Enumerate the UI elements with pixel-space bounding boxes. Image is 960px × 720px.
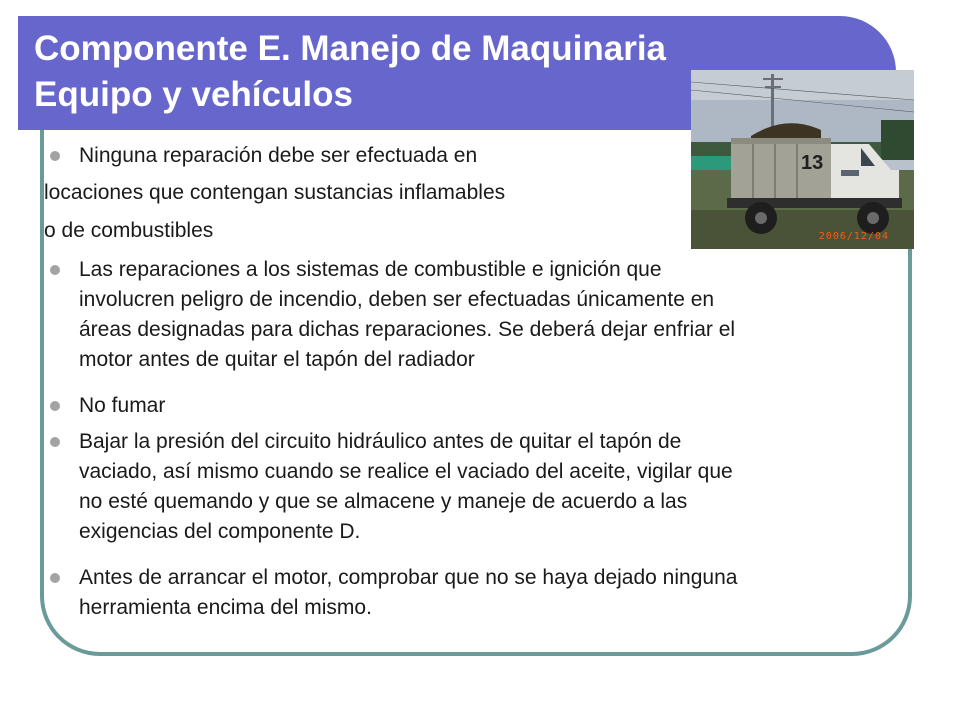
truck-number: 13 — [801, 152, 824, 174]
title-line-2: Equipo y vehículos — [34, 75, 353, 114]
bullet-dot — [50, 437, 60, 447]
dump-truck-photo — [691, 70, 914, 249]
intro-line-3: o de combustibles — [44, 219, 214, 242]
bullet-4-line-1: Antes de arrancar el motor, comprobar que no se haya dejado ninguna — [79, 566, 738, 589]
bullet-dot — [50, 401, 60, 411]
intro-line-1: Ninguna reparación debe ser efectuada en — [79, 144, 478, 167]
bullet-1-line-4: motor antes de quitar el tapón del radiador — [79, 348, 475, 371]
title-line-1: Componente E. Manejo de Maquinaria — [34, 29, 667, 68]
bullet-dot — [50, 265, 60, 275]
bullet-dot — [50, 573, 60, 583]
bullet-3-line-2: vaciado, así mismo cuando se realice el vaciado del aceite, vigilar que — [79, 460, 733, 483]
bullet-item-4 — [79, 563, 919, 623]
bullet-2-line-1: No fumar — [79, 394, 166, 417]
slide-title — [34, 26, 666, 118]
dump-truck-illustration — [691, 70, 914, 249]
bullet-3-line-3: no esté quemando y que se almacene y maneje de acuerdo a las — [79, 490, 688, 513]
bullet-3-line-1: Bajar la presión del circuito hidráulico antes de quitar el tapón de — [79, 430, 682, 453]
bullet-4-line-2: herramienta encima del mismo. — [79, 596, 372, 619]
photo-date-stamp: 2006/12/04 — [818, 231, 889, 242]
bullet-1-line-1: Las reparaciones a los sistemas de combustible e ignición que — [79, 258, 662, 281]
bullet-1-line-3: áreas designadas para dichas reparaciones. Se deberá dejar enfriar el — [79, 318, 736, 341]
bullet-item-1 — [79, 255, 919, 375]
intro-line-2: locaciones que contengan sustancias inflamables — [44, 181, 506, 204]
bullet-1-line-2: involucren peligro de incendio, deben ser efectuadas únicamente en — [79, 288, 715, 311]
bullet-dot — [50, 151, 60, 161]
bullet-item-2 — [79, 391, 919, 421]
bullet-item-3 — [79, 427, 919, 547]
bullet-3-line-4: exigencias del componente D. — [79, 520, 361, 543]
